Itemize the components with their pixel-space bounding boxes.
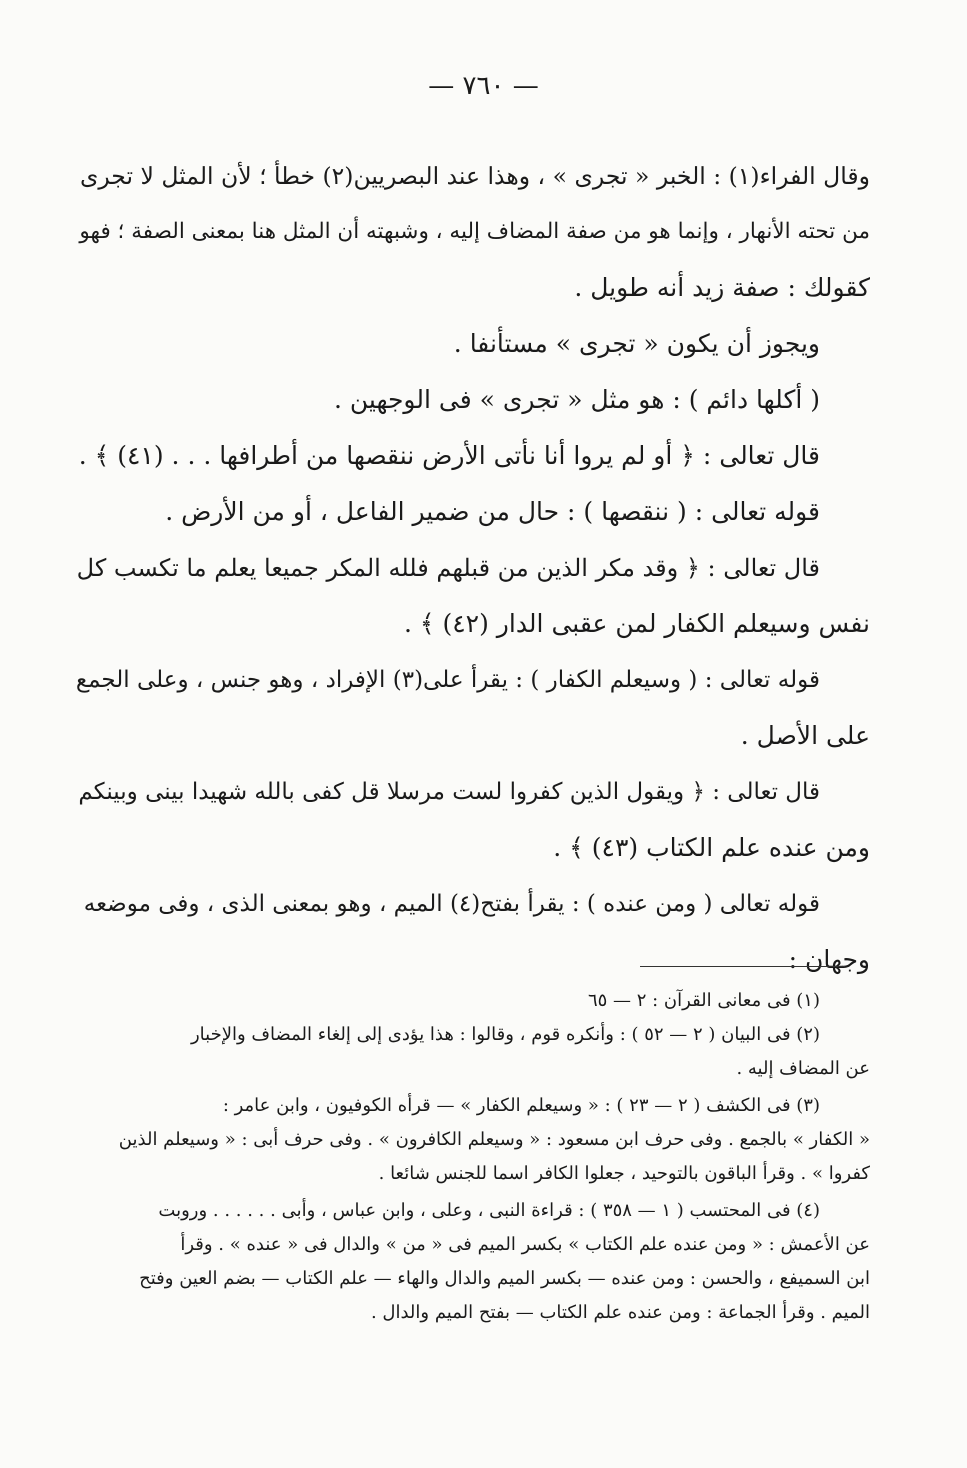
text-line: نفس وسيعلم الكفار لمن عقبى الدار (٤٢) ﴾ . [403, 609, 870, 638]
text-line: قال تعالى : ﴿ ويقول الذين كفروا لست مرسلا قل كفى بالله شهيدا بينى وبينكم [78, 779, 820, 805]
text-line: قوله تعالى : ( وسيعلم الكفار ) : يقرأ على(٣) الإفراد ، وهو جنس ، وعلى الجمع [75, 667, 820, 693]
footnote-line: كفروا » . وقرأ الباقون بالتوحيد ، جعلوا الكافر اسما للجنس شائعا . [378, 1163, 870, 1184]
text-line: على الأصل . [740, 721, 870, 750]
text-line: قوله تعالى : ( ننقصها ) : حال من ضمير الفاعل ، أو من الأرض . [165, 497, 820, 526]
text-line: قال تعالى : ﴿ أو لم يروا أنا نأتى الأرض ننقصها من أطرافها . . . (٤١) ﴾ . [78, 441, 820, 470]
footnote-line: « الكفار » بالجمع . وفى حرف ابن مسعود : « وسيعلم الكافرون » . وفى حرف أبى : « وسيعلم الذين [118, 1129, 870, 1150]
footnote-line: (٣) فى الكشف ( ٢ — ٢٣ ) : « وسيعلم الكفار » — قرأه الكوفيون ، وابن عامر : [222, 1095, 820, 1116]
page-number: — ٧٦٠ — [428, 71, 539, 101]
text-line: ومن عنده علم الكتاب (٤٣) ﴾ . [553, 833, 870, 862]
footnote-line: عن الأعمش : « ومن عنده علم الكتاب » بكسر الميم فى « من » والدال فى « عنده » . وقرأ [180, 1234, 870, 1255]
text-line: قال تعالى : ﴿ وقد مكر الذين من قبلهم فلله المكر جميعا يعلم ما تكسب كل [76, 554, 820, 582]
footnote-line: ابن السميفع ، والحسن : ومن عنده — بكسر الميم والدال والهاء — علم الكتاب — بضم العين وفتح [139, 1268, 870, 1289]
footnote-line: (١) فى معانى القرآن : ٢ — ٦٥ [587, 990, 820, 1011]
text-line: ( أكلها دائم ) : هو مثل « تجرى » فى الوجهين . [333, 385, 820, 414]
footnote-divider [640, 966, 845, 967]
text-line: وجهان : [788, 945, 870, 974]
footnote-line: (٤) فى المحتسب ( ١ — ٣٥٨ ) : قراءة النبى ، وعلى ، وابن عباس ، وأبى . . . . . . وروبت [158, 1200, 820, 1221]
text-line: كقولك : صفة زيد أنه طويل . [574, 273, 870, 302]
footnote-line: الميم . وقرأ الجماعة : ومن عنده علم الكتاب — بفتح الميم والدال . [370, 1302, 870, 1323]
text-line: وقال الفراء(١) : الخبر « تجرى » ، وهذا عند البصريين(٢) خطأ ؛ لأن المثل لا تجرى [79, 162, 870, 190]
footnote-line: (٢) فى البيان ( ٢ — ٥٢ ) : وأنكره قوم ، وقالوا : هذا يؤدى إلى إلغاء المضاف والإخبار [190, 1024, 820, 1045]
main-text [74, 148, 870, 988]
footnote-line: عن المضاف إليه . [736, 1058, 870, 1079]
text-line: من تحته الأنهار ، وإنما هو من صفة المضاف إليه ، وشبهته أن المثل هنا بمعنى الصفة ؛ فهو [79, 219, 870, 244]
footnotes [74, 984, 870, 1330]
text-line: قوله تعالى ( ومن عنده ) : يقرأ بفتح(٤) الميم ، وهو بمعنى الذى ، وفى موضعه [83, 891, 820, 917]
text-line: ويجوز أن يكون « تجرى » مستأنفا . [453, 329, 820, 358]
